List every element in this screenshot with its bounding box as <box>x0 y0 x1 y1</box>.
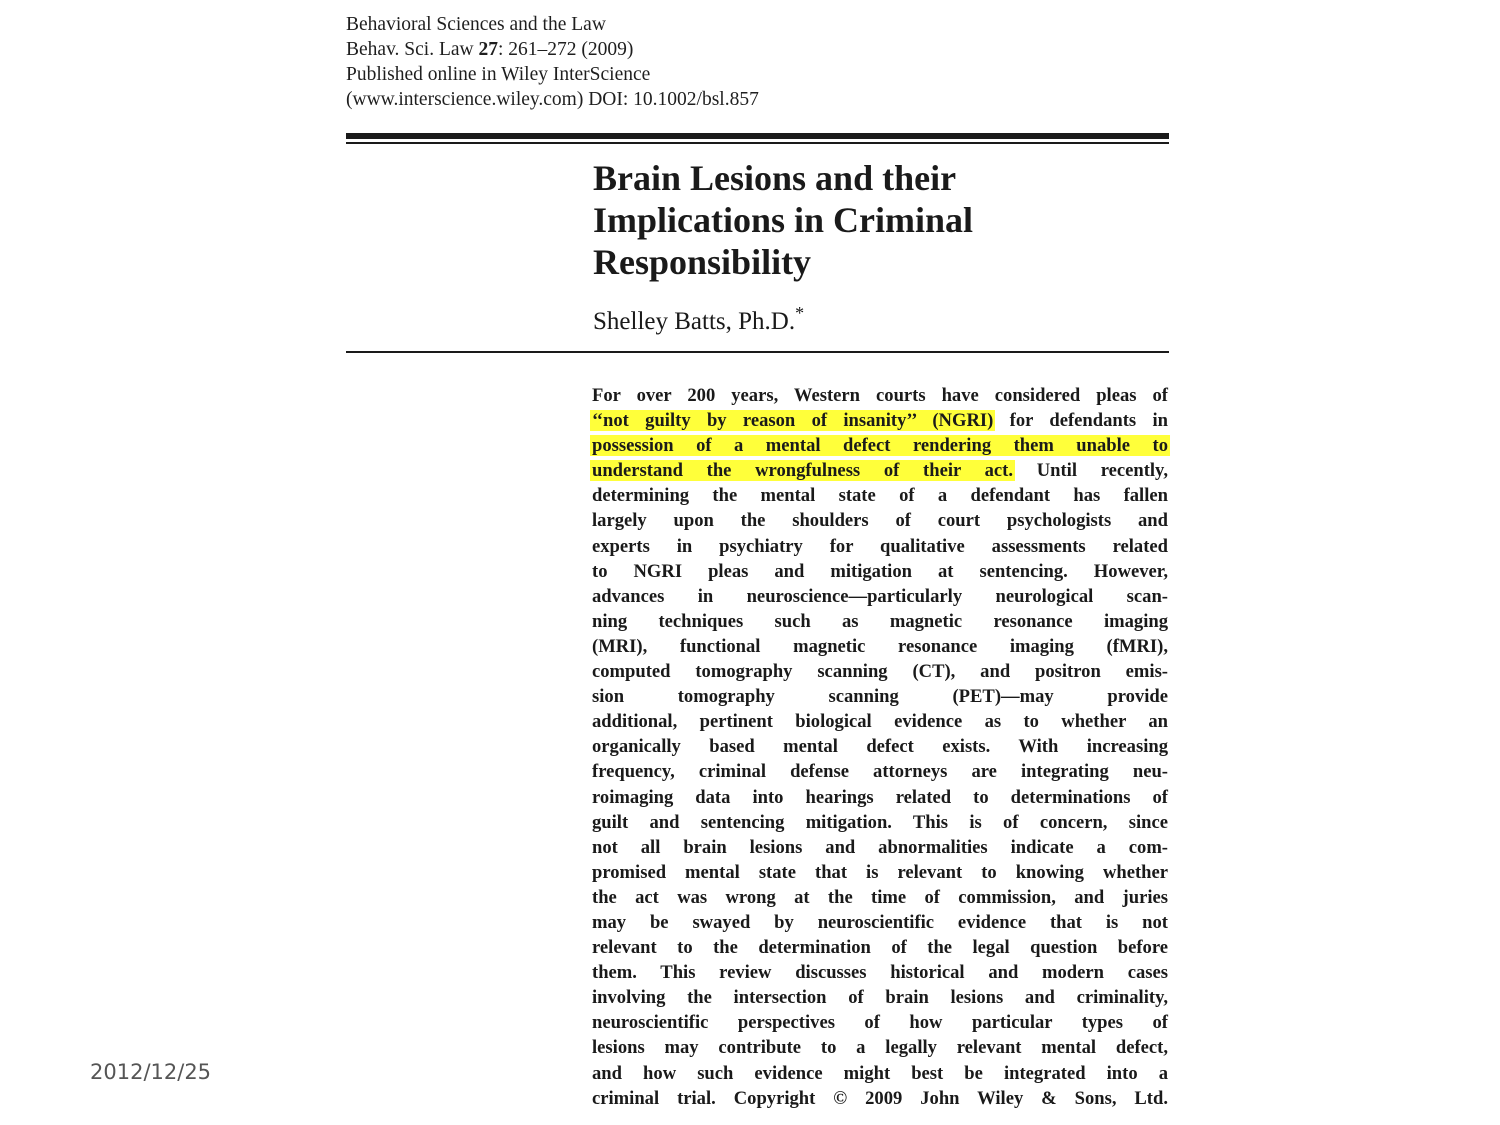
abstract-line <box>592 785 1168 810</box>
author-footnote-mark: * <box>795 303 805 323</box>
abstract-text: determining the mental state of a defendant has fallen <box>592 485 1168 507</box>
header-rule-thin <box>346 142 1169 144</box>
journal-name: Behavioral Sciences and the Law <box>346 14 606 35</box>
abstract <box>592 383 1168 1111</box>
abstract-text: for defendants in <box>993 410 1168 432</box>
abstract-line <box>592 634 1168 659</box>
citation-prefix: Behav. Sci. Law <box>346 39 479 60</box>
abstract-text: Until recently, <box>1013 460 1168 482</box>
journal-citation <box>346 37 1169 62</box>
abstract-text: ning techniques such as magnetic resonance imaging <box>592 610 1168 632</box>
author <box>593 303 805 338</box>
abstract-text: largely upon the shoulders of court psychologists and <box>592 510 1168 532</box>
abstract-line <box>592 860 1168 885</box>
title-line: Brain Lesions and their <box>593 158 957 198</box>
abstract-line <box>592 559 1168 584</box>
abstract-line <box>592 508 1168 533</box>
published-online: Published online in Wiley InterScience <box>346 64 651 85</box>
abstract-line <box>592 433 1168 458</box>
abstract-line <box>592 1010 1168 1035</box>
abstract-line <box>592 609 1168 634</box>
abstract-text: not all brain lesions and abnormalities indicate a com- <box>592 836 1168 858</box>
highlighted-text: possession of a mental defect rendering them unable to <box>592 435 1168 457</box>
abstract-line <box>592 935 1168 960</box>
abstract-line <box>592 910 1168 935</box>
highlighted-text: ‘‘not guilty by reason of insanity’’ (NGRI) <box>592 410 994 432</box>
abstract-text: (MRI), functional magnetic resonance imaging (fMRI), <box>592 635 1168 657</box>
author-rule <box>346 351 1169 353</box>
abstract-line <box>592 835 1168 860</box>
abstract-line <box>592 810 1168 835</box>
abstract-text: roimaging data into hearings related to determinations of <box>592 786 1168 808</box>
url-doi: (www.interscience.wiley.com) DOI: 10.1002/bsl.857 <box>346 89 759 110</box>
abstract-text: For over 200 years, Western courts have considered pleas of <box>592 385 1168 406</box>
abstract-line <box>592 483 1168 508</box>
abstract-text: involving the intersection of brain lesions and criminality, <box>592 987 1168 1009</box>
abstract-text: relevant to the determination of the legal question before <box>592 937 1168 959</box>
abstract-line <box>592 408 1168 433</box>
abstract-text: may be swayed by neuroscientific evidence that is not <box>592 911 1168 933</box>
abstract-line <box>592 684 1168 709</box>
title-line: Responsibility <box>593 242 812 282</box>
abstract-line <box>592 584 1168 609</box>
header-rule-thick <box>346 133 1169 139</box>
highlighted-text: understand the wrongfulness of their act. <box>592 460 1013 482</box>
abstract-text: and how such evidence might best be integrated into a <box>592 1062 1168 1084</box>
abstract-line <box>592 709 1168 734</box>
date-stamp: 2012/12/25 <box>90 1060 212 1084</box>
author-name: Shelley Batts, Ph.D. <box>593 308 796 335</box>
abstract-line <box>592 458 1168 483</box>
abstract-text: neuroscientific perspectives of how particular types of <box>592 1012 1168 1034</box>
abstract-text: promised mental state that is relevant to knowing whether <box>592 861 1168 883</box>
abstract-text: criminal trial. Copyright © 2009 John Wiley & Sons, Ltd. <box>592 1087 1168 1109</box>
abstract-text: to NGRI pleas and mitigation at sentencing. However, <box>592 560 1168 582</box>
abstract-text: sion tomography scanning (PET)—may provide <box>592 686 1168 708</box>
abstract-line <box>592 960 1168 985</box>
abstract-line <box>592 734 1168 759</box>
abstract-line <box>592 1035 1168 1060</box>
abstract-line <box>592 659 1168 684</box>
abstract-line <box>592 383 1168 408</box>
title-line: Implications in Criminal <box>593 200 974 240</box>
abstract-text: guilt and sentencing mitigation. This is of concern, since <box>592 811 1168 833</box>
citation-suffix: : 261–272 (2009) <box>498 39 634 60</box>
abstract-text: advances in neuroscience—particularly neurological scan- <box>592 585 1168 607</box>
abstract-text: computed tomography scanning (CT), and positron emis- <box>592 661 1168 683</box>
abstract-line <box>592 885 1168 910</box>
abstract-text: the act was wrong at the time of commission, and juries <box>592 886 1168 908</box>
abstract-line <box>592 759 1168 784</box>
abstract-text: frequency, criminal defense attorneys are integrating neu- <box>592 761 1168 783</box>
abstract-line <box>592 1061 1168 1086</box>
citation-volume: 27 <box>478 39 498 60</box>
article-title <box>593 157 1169 283</box>
abstract-text: additional, pertinent biological evidence as to whether an <box>592 711 1168 733</box>
abstract-text: them. This review discusses historical and modern cases <box>592 962 1168 984</box>
journal-header <box>346 12 1169 112</box>
abstract-text: lesions may contribute to a legally relevant mental defect, <box>592 1037 1168 1059</box>
abstract-text: organically based mental defect exists. With increasing <box>592 736 1168 758</box>
abstract-text: experts in psychiatry for qualitative assessments related <box>592 535 1168 557</box>
abstract-line <box>592 534 1168 559</box>
abstract-line <box>592 1086 1168 1111</box>
abstract-line <box>592 985 1168 1010</box>
